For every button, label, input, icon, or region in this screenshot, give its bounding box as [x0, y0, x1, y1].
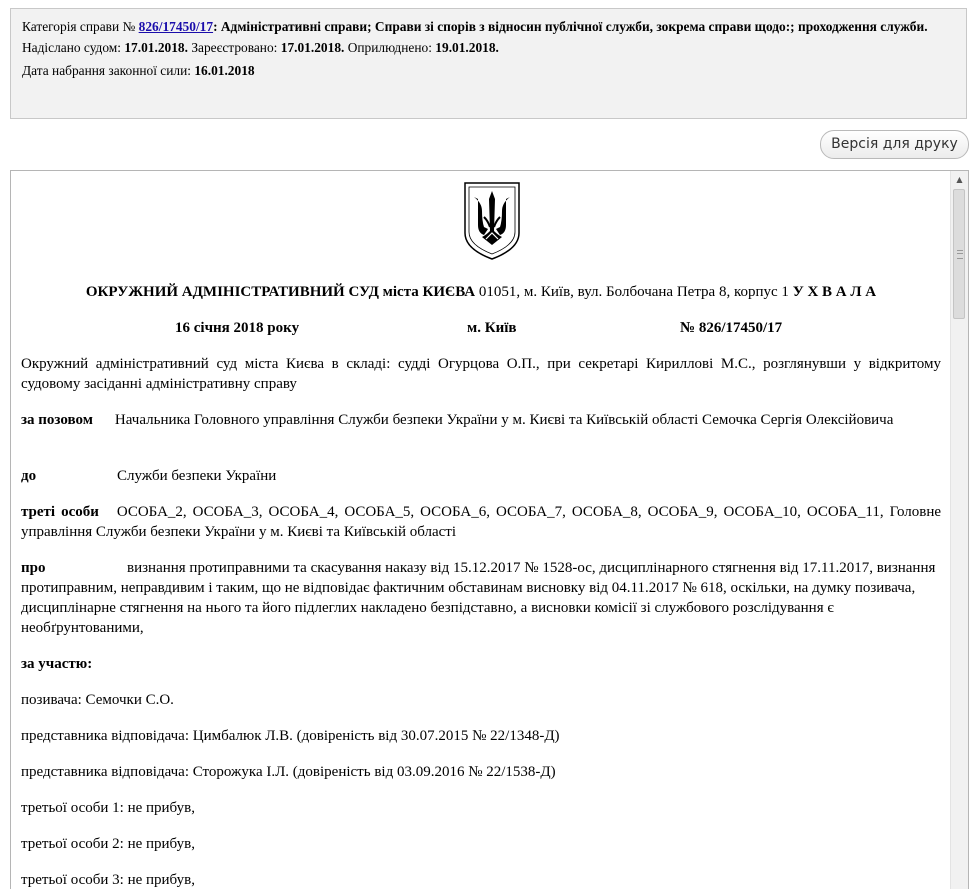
participant-line: позивача: Семочки С.О. — [21, 692, 174, 708]
third-parties-label: треті особи — [21, 504, 99, 520]
case-number-link[interactable]: 826/17450/17 — [138, 19, 214, 34]
intro-paragraph: Окружний адміністративний суд міста Києва в складі: судді Огурцова О.П., при секретарі Кириллові М.С., розглянувши у відкритому судовому засіданні адміністративну справу — [21, 356, 941, 392]
tryzub-coat-of-arms-icon — [462, 181, 522, 261]
case-dates-line — [22, 39, 956, 56]
court-name: ОКРУЖНИЙ АДМІНІСТРАТИВНИЙ СУД міста КИЄВА — [85, 284, 476, 300]
published-date: 19.01.2018. — [435, 40, 499, 55]
print-version-button[interactable]: Версія для друку — [820, 130, 969, 159]
case-info-box — [10, 8, 967, 119]
registered-label: Зареєстровано: — [191, 40, 278, 55]
published-label: Оприлюднено: — [347, 40, 432, 55]
sent-label: Надіслано судом: — [22, 40, 121, 55]
subject-paragraph — [21, 558, 941, 638]
plaintiff-label: за позовом — [21, 412, 93, 428]
participant-line: представника відповідача: Сторожука І.Л. (довіреність від 03.09.2016 № 22/1538-Д) — [21, 764, 556, 780]
scroll-up-arrow-icon[interactable]: ▲ — [956, 175, 963, 184]
force-label: Дата набрання законної сили: — [22, 63, 191, 78]
defendant-text: Служби безпеки України — [117, 468, 277, 484]
third-parties-paragraph — [21, 502, 941, 542]
document-number: № 826/17450/17 — [680, 320, 783, 336]
participation-label: за участю: — [21, 656, 93, 672]
plaintiff-paragraph — [21, 410, 941, 430]
case-category-line — [22, 18, 956, 35]
document-date: 16 січня 2018 року — [175, 320, 300, 336]
force-date: 16.01.2018 — [194, 63, 255, 78]
court-address: 01051, м. Київ, вул. Болбочана Петра 8, корпус 1 — [475, 284, 793, 300]
participant-line: представника відповідача: Цимбалюк Л.В. (довіреність від 30.07.2015 № 22/1348-Д) — [21, 728, 560, 744]
category-label: Категорія справи № — [22, 19, 136, 34]
subject-label: про — [21, 560, 46, 576]
participant-line: третьої особи 2: не прибув, — [21, 836, 195, 852]
court-header-line — [21, 282, 941, 302]
document-frame — [10, 170, 969, 889]
third-parties-text: ОСОБА_2, ОСОБА_3, ОСОБА_4, ОСОБА_5, ОСОБА_6, ОСОБА_7, ОСОБА_8, ОСОБА_9, ОСОБА_10, ОСОБА_11, Головне управління Служби безпеки України у м. Києві та Київській області — [21, 504, 942, 540]
participant-line: третьої особи 3: не прибув, — [21, 872, 195, 888]
document-type: У Х В А Л А — [792, 284, 877, 300]
category-text: : Адміністративні справи; Справи зі спорів з відносин публічної служби, зокрема справи щодо:; проходження служби. — [213, 19, 928, 34]
defendant-label: до — [21, 468, 37, 484]
subject-text: визнання протиправними та скасування наказу від 15.12.2017 № 1528-ос, дисциплінарного стягнення від 17.11.2017, визнання протиправним, неправдивим і таким, що не відповідає фактичним обставинам висновку від 04.11.2017 № 618, оскільки, на думку позивача, дисциплінарне стягнення на нього та його підлеглих накладено безпідставно, а висновки комісії зі службового розслідування є необґрунтованими, — [21, 560, 936, 636]
document-city: м. Київ — [467, 320, 517, 336]
document-scrollbar[interactable] — [950, 171, 968, 889]
scrollbar-thumb[interactable] — [953, 189, 965, 319]
registered-date: 17.01.2018. — [280, 40, 345, 55]
sent-date: 17.01.2018. — [124, 40, 188, 55]
participant-line: третьої особи 1: не прибув, — [21, 800, 195, 816]
defendant-paragraph — [21, 466, 941, 486]
legal-force-line — [22, 62, 956, 79]
plaintiff-text: Начальника Головного управління Служби безпеки України у м. Києві та Київській області Семочка Сергія Олексійовича — [114, 412, 894, 428]
